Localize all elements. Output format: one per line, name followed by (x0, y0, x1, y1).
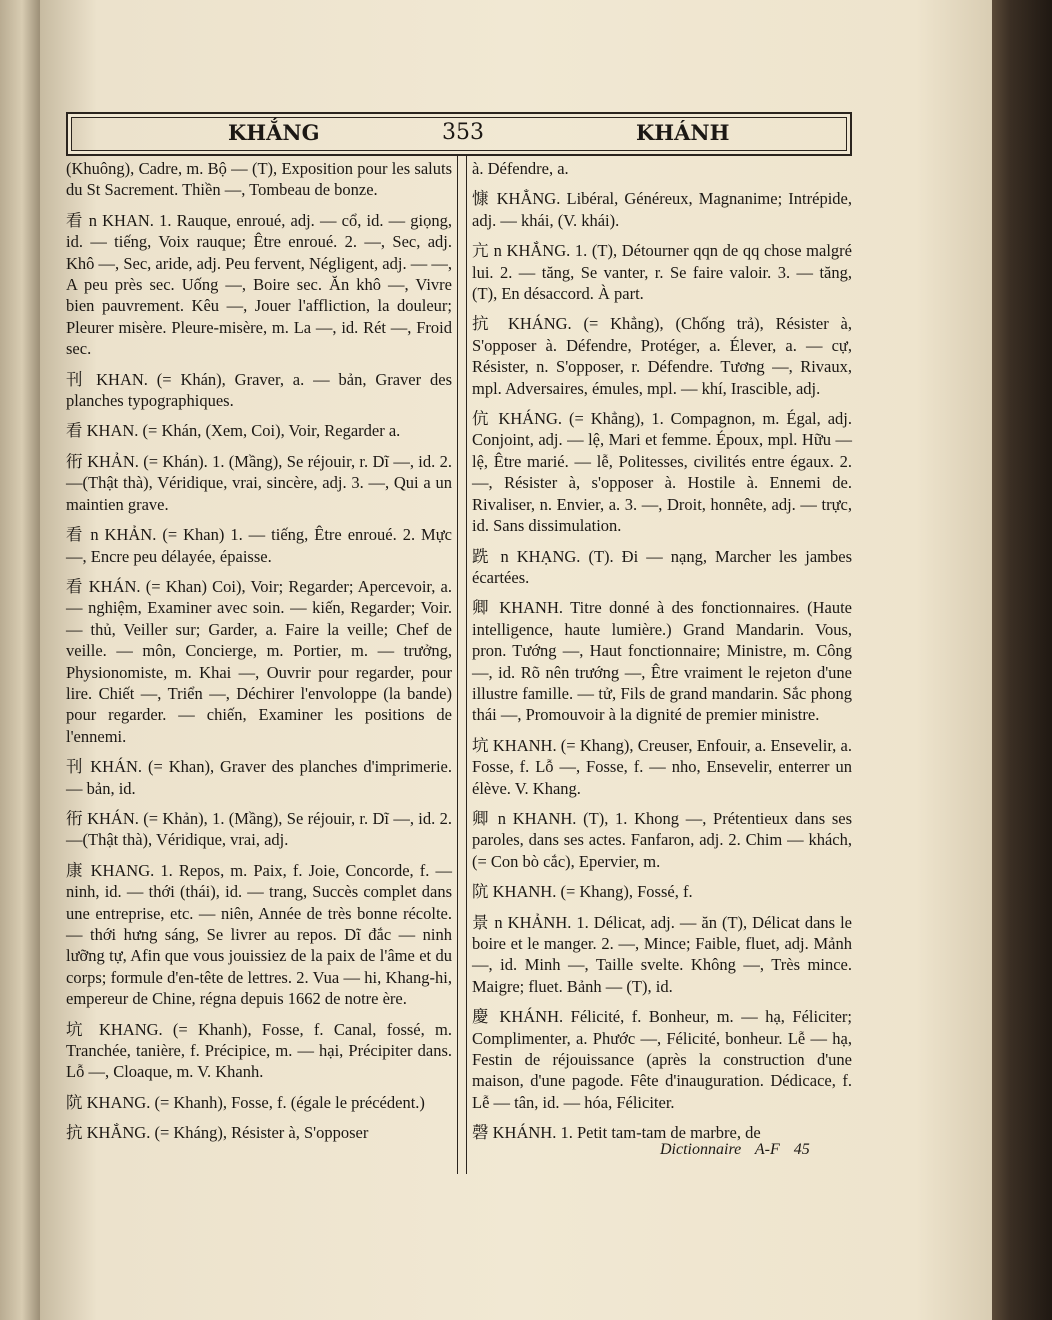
header-left-guide-word: KHẮNG (228, 120, 320, 145)
column-divider (457, 156, 467, 1174)
dictionary-entry: 坑 KHANH. (= Khang), Creuser, Enfouir, a. Ensevelir, a. Fosse, f. Lỗ —, Fosse, f. — nho, Ensevelir, enterrer un élève. V. Khang. (472, 735, 852, 798)
dictionary-entry: 慶 KHÁNH. Félicité, f. Bonheur, m. — hạ, Féliciter; Complimenter, a. Phước —, Félicité, bonheur. Lễ — hạ, Festin de réjouissance (après la construction d'une maison, d'une pagode. Fête d'inauguration. Dédicace, f. Lễ — tân, id. — hóa, Féliciter. (472, 1007, 852, 1112)
page-number: 353 (442, 120, 484, 145)
previous-page-edge (0, 0, 40, 1320)
running-header (66, 112, 852, 156)
dictionary-entry: (Khuông), Cadre, m. Bộ — (T), Exposition pour les saluts du St Sacrement. Thiền —, Tombeau de bonze. (66, 159, 452, 200)
dictionary-entry: à. Défendre, a. (472, 159, 569, 178)
dictionary-entry: 看 KHÁN. (= Khan) Coi), Voir; Regarder; Apercevoir, a. — nghiệm, Examiner avec soin. — kiến, Regarder; Voir. — thủ, Veiller sur; Garder, a. Faire la veille; Chef de veille. — môn, Concierge, m. Portier, m. — trưởng, Physionomiste, m. Khai —, Ouvrir pour regarder, pour lire. Chiết —, Triển —, Déchirer l'envoloppe (la bande) pour regarder. — chiến, Examiner les positions de l'ennemi. (66, 576, 452, 746)
signature-mark (660, 1141, 820, 1159)
dictionary-entry: 慷 KHẲNG. Libéral, Généreux, Magnanime; Intrépide, adj. — khái, (V. khái). (472, 189, 852, 230)
dictionary-entry: 伉 KHÁNG. (= Khẳng), 1. Compagnon, m. Égal, adj. Conjoint, adj. — lệ, Mari et femme. Époux, mpl. Hữu — lệ, Être marié. — lễ, Politesses, civilités entre égaux. 2. —, Résister à, s'opposer à. Hostile à. Ennemi de. Rivaliser, n. Envier, a. 3. —, Droit, honnête, adj. — trực, id. Sans dissimulation. (472, 409, 852, 536)
dictionary-entry: 卿 KHANH. Titre donné à des fonctionnaires. (Haute intelligence, haute lumière.) Grand Mandarin. Vous, pron. Tướng —, Haut fonctionnaire; Ministre, m. Công —, id. Rõ nên trướng —, Être vraiment le rejeton d'une illustre famille. — tử, Fils de grand mandarin. Sắc phong thái —, Promouvoir à la dignité de premier ministre. (472, 598, 852, 725)
dictionary-entry: 亢 n KHẮNG. 1. (T), Détourner qqn de qq chose malgré lui. 2. — tăng, Se vanter, r. Se faire valoir. 3. — tăng, (T), En désaccord. À part. (472, 241, 852, 304)
dictionary-entry: 衎 KHẢN. (= Khán). 1. (Mầng), Se réjouir, r. Dĩ —, id. 2. —(Thật thà), Véridique, vrai, sincère, adj. 3. —, Qui a un maintien grave. (66, 451, 452, 514)
dictionary-entry: 磬 KHÁNH. 1. Petit tam-tam de marbre, de (472, 1123, 761, 1143)
dictionary-entry: 刊 KHÁN. (= Khan), Graver des planches d'imprimerie. — bản, id. (66, 757, 452, 798)
dictionary-entry: 阬 KHANH. (= Khang), Fossé, f. (472, 882, 693, 902)
dictionary-entry: 景 n KHẢNH. 1. Délicat, adj. — ăn (T), Délicat dans le boire et le manger. 2. —, Mince; Faible, fluet, adj. Mảnh —, id. Minh —, Taille svelte. Không —, Très mince. Maigre; fluet. Bảnh — (T), id. (472, 912, 852, 996)
dictionary-entry: 衎 KHÁN. (= Khản), 1. (Mầng), Se réjouir, r. Dĩ —, id. 2. —(Thật thà), Véridique, vrai, adj. (66, 808, 452, 850)
left-column (66, 158, 452, 1153)
footer-section: A-F (754, 1141, 780, 1158)
dictionary-entry: 看 n KHAN. 1. Rauque, enroué, adj. — cổ, id. — giọng, id. — tiếng, Voix rauque; Être enroué. 2. —, Sec, adj. Khô —, Sec, aride, adj. Peu fervent, Négligent, adj. — —, A peu près sec. Uống —, Boire sec. Ăn khô —, Vivre bien pauvrement. Kêu —, Jouer l'affliction, la douleur; Pleurer misère. Pleure-misère, m. La —, id. Rét —, Froid sec. (66, 210, 452, 359)
footer-signature-number: 45 (793, 1141, 810, 1158)
dictionary-entry: 看 n KHẢN. (= Khan) 1. — tiếng, Être enroué. 2. Mực —, Encre peu délayée, épaisse. (66, 525, 452, 566)
footer-label: Dictionnaire (660, 1141, 742, 1158)
header-right-guide-word: KHÁNH (636, 120, 730, 145)
book-cover-edge (992, 0, 1052, 1320)
dictionary-entry: 康 KHANG. 1. Repos, m. Paix, f. Joie, Concorde, f. — ninh, id. — thới (thái), id. — trang, Succès complet dans une entreprise, etc. — niên, Année de très bonne récolte. — thới hưng sáng, Se livrer au repos. Dĩ đắc — ninh lưỡng tự, Afin que vous jouissiez de la paix de l'âme et du corps; formule d'en-tête de lettres. 2. Vua — hi, Khang-hi, empereur de Chine, régna depuis 1662 de notre ère. (66, 860, 452, 1009)
dictionary-entry: 抗 KHÁNG. (= Khẳng), (Chống trả), Résister à, S'opposer à. Défendre, Protéger, a. Élever, a. — cự, Résister, n. S'opposer, r. Défendre. Tương —, Rivaux, mpl. Adversaires, émules, mpl. — khí, Irascible, adj. (472, 314, 852, 398)
dictionary-entry: 阬 KHANG. (= Khanh), Fosse, f. (égale le précédent.) (66, 1092, 425, 1112)
dictionary-entry: 刊 KHAN. (= Khán), Graver, a. — bản, Graver des planches typographiques. (66, 369, 452, 411)
dictionary-entry: 抗 KHẮNG. (= Kháng), Résister à, S'opposer (66, 1123, 369, 1143)
dictionary-entry: 坑 KHANG. (= Khanh), Fosse, f. Canal, fossé, m. Tranchée, tanière, f. Précipice, m. — hại, Précipiter dans. Lỗ —, Cloaque, m. V. Khanh. (66, 1019, 452, 1082)
dictionary-entry: 卿 n KHANH. (T), 1. Khong —, Prétentieux dans ses paroles, dans ses actes. Fanfaron, adj. 2. Chim — khách, (= Con bò cắc), Epervier, m. (472, 808, 852, 871)
dictionary-entry: 跣 n KHẠNG. (T). Đi — nạng, Marcher les jambes écartées. (472, 546, 852, 587)
dictionary-entry: 看 KHAN. (= Khán, (Xem, Coi), Voir, Regarder a. (66, 421, 401, 441)
right-column (472, 158, 852, 1153)
